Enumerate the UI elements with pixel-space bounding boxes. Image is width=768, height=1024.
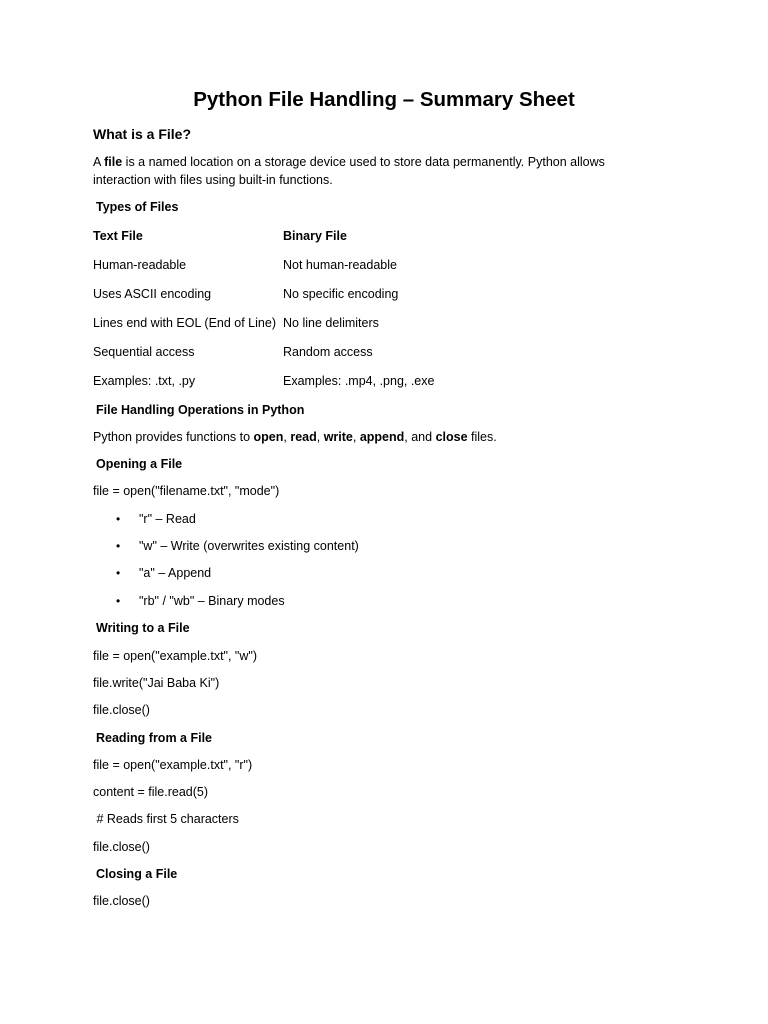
table-header-binary-file: Binary File: [283, 229, 347, 243]
operations-text-end: files.: [467, 430, 497, 444]
intro-paragraph-line1: [93, 153, 605, 172]
keyword-write: write: [323, 430, 353, 444]
code-comment: # Reads first 5 characters: [93, 812, 239, 826]
separator: , and: [404, 430, 436, 444]
keyword-close: close: [435, 430, 468, 444]
intro-text-a: A: [93, 155, 105, 169]
writing-heading-label: Writing to a File: [96, 621, 190, 635]
reading-heading-label: Reading from a File: [96, 731, 212, 745]
types-heading: [93, 200, 178, 214]
separator: ,: [316, 430, 324, 444]
intro-text-file: file: [104, 155, 123, 169]
intro-text-rest: is a named location on a storage device used to store data permanently. Python allows: [122, 155, 605, 169]
keyword-open: open: [253, 430, 284, 444]
code-line: file = open("filename.txt", "mode"): [93, 484, 280, 498]
opening-heading-label: Opening a File: [96, 457, 183, 471]
table-cell: No specific encoding: [283, 287, 399, 301]
code-line: file.write("Jai Baba Ki"): [93, 676, 220, 690]
table-header-text-file: Text File: [93, 229, 143, 243]
mode-text: "w" – Write (overwrites existing content): [139, 539, 359, 553]
table-cell: No line delimiters: [283, 316, 379, 330]
intro-paragraph-line2: interaction with files using built-in functions.: [93, 173, 333, 187]
code-line: file = open("example.txt", "r"): [93, 758, 253, 772]
bullet-icon: •: [116, 539, 121, 553]
operations-paragraph: [93, 430, 497, 444]
table-cell: Examples: .txt, .py: [93, 374, 196, 388]
table-cell: Sequential access: [93, 345, 195, 359]
bullet-icon: •: [116, 566, 121, 580]
operations-heading: File Handling Operations in Python: [96, 403, 305, 417]
keyword-read: read: [290, 430, 317, 444]
table-cell: Human-readable: [93, 258, 187, 272]
writing-heading: [93, 621, 190, 635]
reading-heading: [93, 731, 212, 745]
code-line: file.close(): [93, 840, 150, 854]
page-title: Python File Handling – Summary Sheet: [193, 88, 575, 111]
closing-heading: [93, 867, 177, 881]
opening-heading: [93, 457, 182, 471]
mode-text: "r" – Read: [139, 512, 196, 526]
types-heading-label: Types of Files: [96, 200, 179, 214]
table-cell: Uses ASCII encoding: [93, 287, 212, 301]
separator: ,: [283, 430, 291, 444]
section-heading-what-is-file: What is a File?: [93, 126, 192, 142]
mode-text: "rb" / "wb" – Binary modes: [139, 594, 285, 608]
table-cell: Examples: .mp4, .png, .exe: [283, 374, 435, 388]
table-cell: Lines end with EOL (End of Line): [93, 316, 276, 330]
table-cell: Not human-readable: [283, 258, 397, 272]
table-cell: Random access: [283, 345, 373, 359]
keyword-append: append: [359, 430, 405, 444]
bullet-icon: •: [116, 594, 121, 608]
bullet-icon: •: [116, 512, 121, 526]
code-line: file.close(): [93, 894, 150, 908]
separator: ,: [352, 430, 360, 444]
code-line: file.close(): [93, 703, 150, 717]
mode-text: "a" – Append: [139, 566, 212, 580]
operations-text: Python provides functions to: [93, 430, 254, 444]
code-line: content = file.read(5): [93, 785, 208, 799]
code-line: file = open("example.txt", "w"): [93, 649, 257, 663]
closing-heading-label: Closing a File: [96, 867, 178, 881]
